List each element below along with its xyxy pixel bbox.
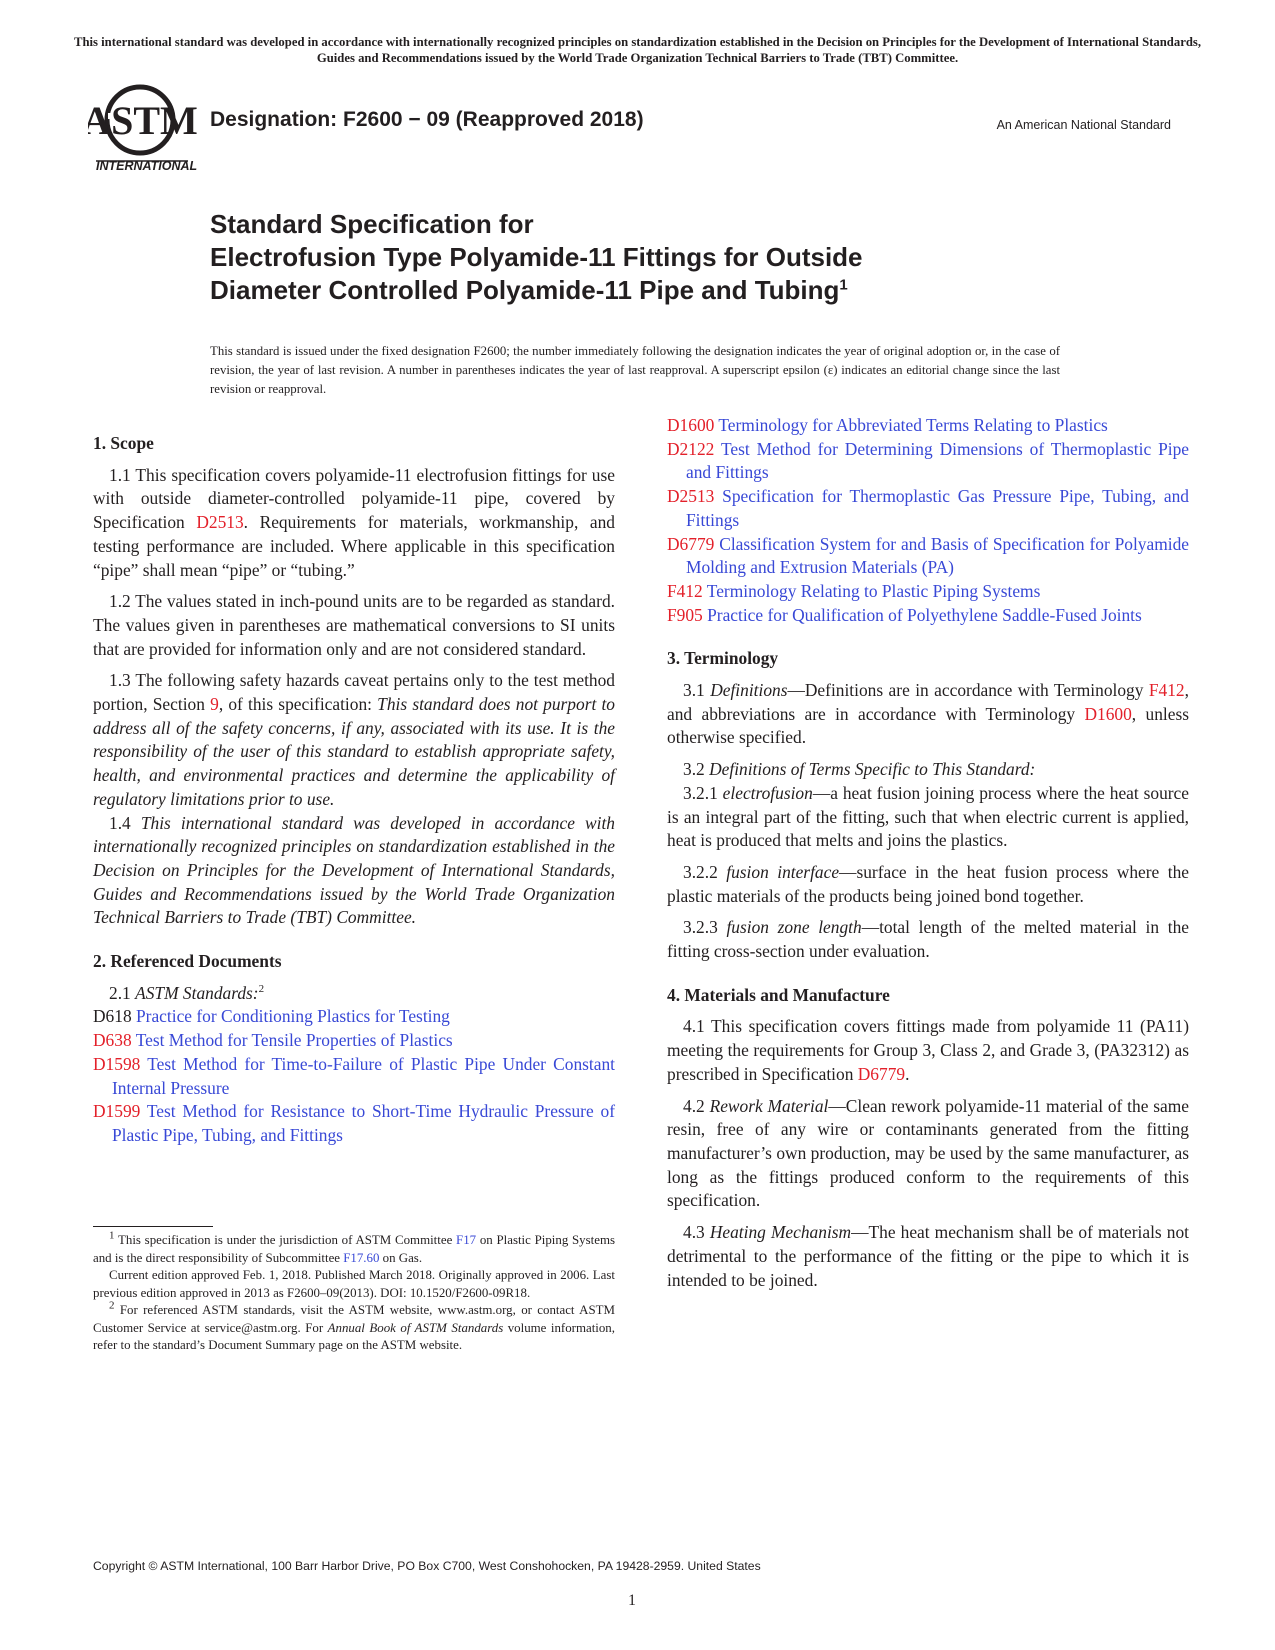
paragraph-3-2-1: 3.2.1 electrofusion—a heat fusion joining process where the heat source is an integral part of the fitting, such that when electric current is applied, heat is produced that melts and joins the plastics. (667, 782, 1189, 851)
ref-link-f412[interactable]: F412 (1148, 680, 1185, 701)
ref-item-d1599[interactable] (93, 1100, 615, 1147)
ref-link-d2513[interactable]: D2513 (196, 512, 244, 533)
ref-title: Specification for Thermoplastic Gas Pressure Pipe, Tubing, and Fittings (686, 486, 1189, 530)
paragraph-3-1: 3.1 Definitions—Definitions are in accordance with Terminology F412, and abbreviations are in accordance with Terminology D1600, unless otherwise specified. (667, 680, 1189, 748)
footnote-2: $^2$ For referenced ASTM standards, visit the ASTM website, www.astm.org, or contact ASTM Customer Service at service@astm.org. For Annual Book of ASTM Standards volume information, refer to the standard’s Document Summary page on the ASTM website. (93, 1299, 615, 1352)
section-heading-referenced-documents: 2. Referenced Documents (93, 951, 282, 972)
paragraph-3-2-3: 3.2.3 fusion zone length—total length of the melted material in the fitting cross-section under evaluation. (667, 917, 1189, 962)
section-heading-terminology: 3. Terminology (667, 648, 779, 669)
designation: Designation: F2600 − 09 (Reapproved 2018) (210, 108, 644, 131)
subcommittee-link-f17-60[interactable]: F17.60 (343, 1250, 380, 1265)
international-standard-notice: This international standard was developed in accordance with internationally recognized principles on standardization established in the Decision on Principles for the Development of International Standards, Guides and Recommendations issued by the World Trade Organization Technical Barriers to Trade (TBT) Committee. (73, 35, 1201, 65)
astm-logo-mark (88, 82, 208, 178)
paragraph-4-3: 4.3 Heating Mechanism—The heat mechanism shall be of materials not detrimental to the performance of the fitting or the pipe to which it is intended to be joined. (667, 1222, 1189, 1290)
ref-code: D638 (93, 1030, 132, 1051)
paragraph-1-1: 1.1 This specification covers polyamide-11 electrofusion fittings for use with outside diameter-controlled polyamide-11 pipe, covered by Specification D2513. Requirements for materials, workmanship, and testing performance are included. Where applicable in this specification “pipe” shall mean “pipe” or “tubing.” (93, 464, 615, 580)
svg-text:INTERNATIONAL: INTERNATIONAL (96, 159, 198, 173)
footnote-1-edition: Current edition approved Feb. 1, 2018. Published March 2018. Originally approved in 2006. Last previous edition approved in 2013 as F2600–09(2013). DOI: 10.1520/F2600-09R18. (93, 1268, 615, 1300)
footnote-mark-2[interactable]: 2 (258, 982, 265, 995)
ref-title: Practice for Qualification of Polyethylene Saddle-Fused Joints (702, 604, 1142, 625)
ref-item-d1598[interactable] (93, 1053, 615, 1100)
title-line-2: Electrofusion Type Polyamide-11 Fittings for Outside (210, 242, 863, 272)
issue-note: This standard is issued under the fixed designation F2600; the number immediately following the designation indicates the year of original adoption or, in the case of revision, the year of last revision. A number in parentheses indicates the year of last reapproval. A superscript epsilon (ε) indicates an editorial change since the last revision or reapproval. (210, 344, 1060, 396)
ref-title: Terminology Relating to Plastic Piping Systems (702, 580, 1041, 601)
ref-code: F905 (667, 604, 703, 625)
paragraph-2-1: 2.1 ASTM Standards:$^2$ (109, 982, 265, 1003)
paragraph-1-2: 1.2 The values stated in inch-pound units are to be regarded as standard. The values given in parentheses are mathematical conversions to SI units that are provided for information only and are not considered standard. (93, 591, 615, 659)
ref-link-d1600[interactable]: D1600 (1084, 703, 1132, 724)
ref-code: D1598 (93, 1053, 141, 1074)
astm-international-logo (88, 82, 208, 178)
right-column (667, 414, 1189, 1292)
ref-item-d6779[interactable] (667, 533, 1189, 580)
ref-item-d1600[interactable] (667, 414, 1189, 438)
paragraph-3-2: 3.2 Definitions of Terms Specific to This Standard: (683, 759, 1036, 780)
section-heading-scope: 1. Scope (93, 433, 154, 453)
ref-title: Classification System for and Basis of Specification for Polyamide Molding and Extrusion Materials (PA) (686, 533, 1189, 578)
footnote-rule (93, 1226, 213, 1227)
ref-item-d2122[interactable] (667, 438, 1189, 485)
footnote-1: $^1$ This specification is under the jurisdiction of ASTM Committee F17 on Plastic Piping Systems and is the direct responsibility of Subcommittee F17.60 on Gas. (93, 1229, 615, 1265)
ref-title: Test Method for Tensile Properties of Plastics (131, 1030, 453, 1051)
copyright-notice: Copyright © ASTM International, 100 Barr Harbor Drive, PO Box C700, West Conshohocken, PA 19428-2959. United States (93, 1559, 761, 1573)
ref-item-f412[interactable] (667, 580, 1189, 604)
ref-title: Test Method for Time-to-Failure of Plastic Pipe Under Constant Internal Pressure (112, 1053, 615, 1098)
title-footnote-mark[interactable]: 1 (839, 276, 848, 294)
title-line-1: Standard Specification for (210, 209, 534, 239)
ref-code: D1599 (93, 1101, 141, 1122)
ref-code: D618 (93, 1006, 132, 1027)
ref-title: Practice for Conditioning Plastics for Testing (131, 1006, 450, 1027)
ref-title: Terminology for Abbreviated Terms Relating to Plastics (714, 415, 1108, 435)
ref-code: D2122 (667, 438, 715, 459)
page-number: 1 (628, 1592, 636, 1609)
document-title (210, 208, 1190, 307)
ref-title: Test Method for Determining Dimensions of Thermoplastic Pipe and Fittings (686, 438, 1189, 483)
ref-code: D6779 (667, 533, 715, 554)
committee-link-f17[interactable]: F17 (456, 1233, 477, 1247)
ref-item-d618[interactable] (93, 1005, 615, 1029)
ref-link-d6779[interactable]: D6779 (857, 1063, 906, 1084)
ref-code: F412 (667, 580, 703, 601)
ref-code: D1600 (667, 415, 715, 435)
ref-item-d2513[interactable] (667, 485, 1189, 532)
ref-item-d638[interactable] (93, 1029, 615, 1053)
paragraph-3-2-2: 3.2.2 fusion interface—surface in the heat fusion process where the plastic materials of the products being joined bond together. (667, 861, 1189, 906)
ref-title: Test Method for Resistance to Short-Time Hydraulic Pressure of Plastic Pipe, Tubing, and Fittings (112, 1101, 615, 1145)
ref-item-f905[interactable] (667, 604, 1189, 628)
ref-code: D2513 (667, 486, 715, 507)
footnotes (93, 1229, 615, 1355)
section-heading-materials: 4. Materials and Manufacture (667, 984, 890, 1005)
svg-text:ASTM: ASTM (88, 98, 198, 143)
paragraph-1-4: 1.4 This international standard was developed in accordance with internationally recognized principles on standardization established in the Decision on Principles for the Development of International Standards, Guides and Recommendations issued by the World Trade Organization Technical Barriers to Trade (TBT) Committee. (93, 812, 615, 928)
paragraph-4-2: 4.2 Rework Material—Clean rework polyamide-11 material of the same resin, free of any wire or contaminants generated from the fitting manufacturer’s own production, may be used by the same manufacturer, as long as the fittings produced conform to the requirements of this specification. (667, 1095, 1189, 1211)
title-line-3: Diameter Controlled Polyamide-11 Pipe and Tubing$^1$ (210, 275, 848, 305)
paragraph-1-3: 1.3 The following safety hazards caveat pertains only to the test method portion, Section 9, of this specification: This standard does not purport to address all of the safety concerns, if any, associated with its use. It is the responsibility of the user of this standard to establish appropriate safety, health, and environmental practices and determine the applicability of regulatory limitations prior to use. (93, 670, 615, 809)
paragraph-4-1: 4.1 This specification covers fittings made from polyamide 11 (PA11) meeting the requirements for Group 3, Class 2, and Grade 3, (PA32312) as prescribed in Specification D6779. (667, 1016, 1189, 1084)
american-national-standard-label: An American National Standard (996, 118, 1171, 132)
section-link-9[interactable]: 9 (210, 694, 219, 715)
left-column (93, 432, 615, 1148)
